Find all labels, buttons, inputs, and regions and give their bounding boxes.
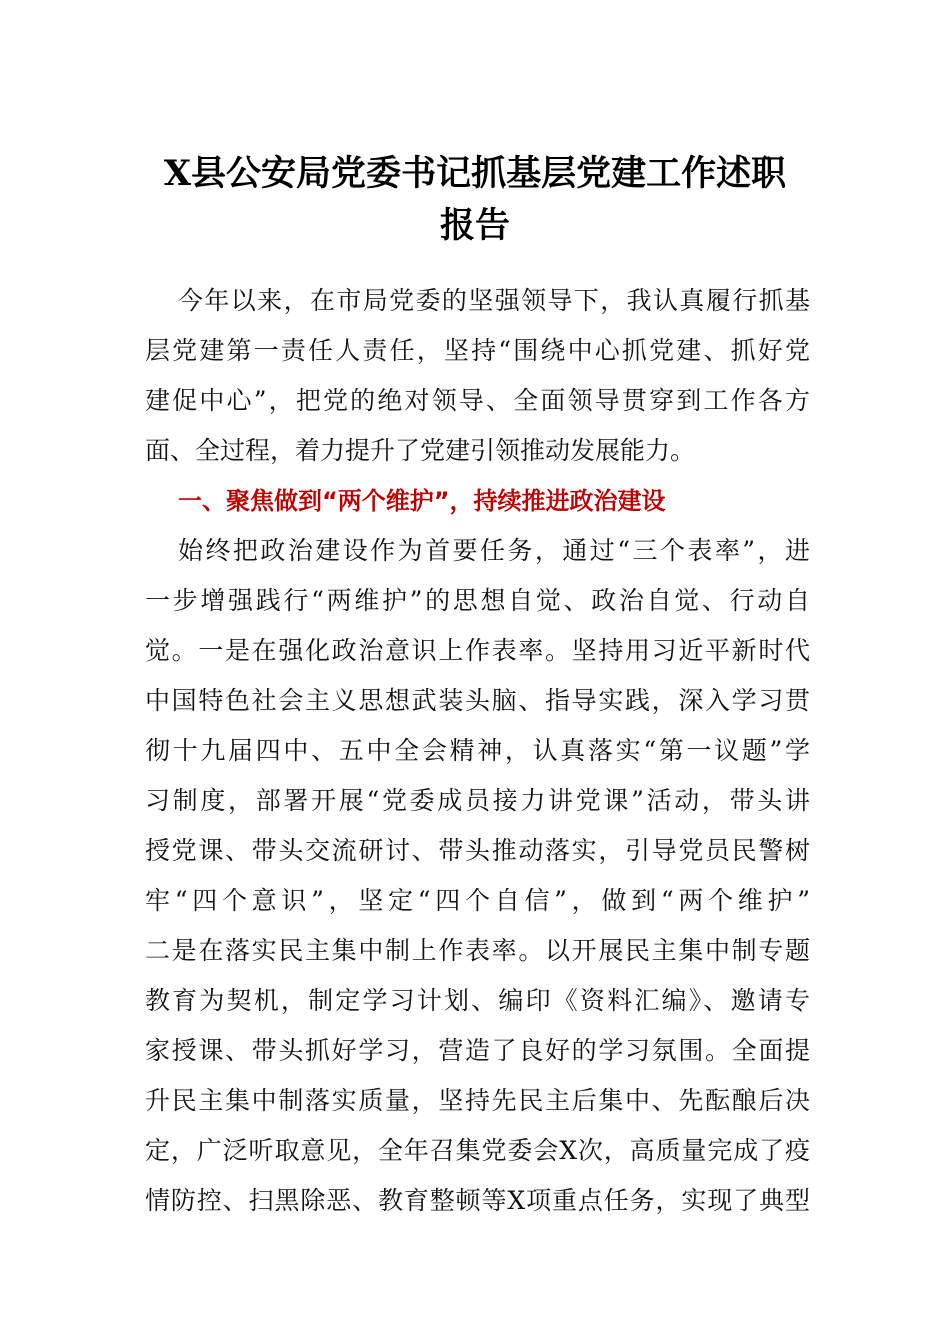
section-1-line-5: 彻十九届四中、五中全会精神，认真落实“第一议题”学 [145,736,810,765]
title-line-2: 报告 [439,205,510,246]
section-1-line-3: 觉。一是在强化政治意识上作表率。坚持用习近平新时代 [145,636,810,665]
section-1-line-4: 中国特色社会主义思想武装头脑、指导实践，深入学习贯 [145,686,810,715]
section-1-line-11: 家授课、带头抓好学习，营造了良好的学习氛围。全面提 [145,1036,810,1065]
section-1-heading: 一、聚焦做到“两个维护”，持续推进政治建设 [178,487,666,515]
intro-line-1: 今年以来，在市局党委的坚强领导下，我认真履行抓基 [178,286,810,315]
section-1-line-7: 授党课、带头交流研讨、带头推动落实，引导党员民警树 [145,836,810,865]
section-1-line-2: 一步增强践行“两维护”的思想自觉、政治自觉、行动自 [145,586,810,615]
section-1-line-6: 习制度，部署开展“党委成员接力讲党课”活动，带头讲 [145,786,810,815]
title-line-1: X县公安局党委书记抓基层党建工作述职 [163,153,787,194]
section-1-line-8: 牢“四个意识”，坚定“四个自信”，做到“两个维护” [145,886,810,915]
document-title [130,148,820,252]
section-1-line-9: 二是在落实民主集中制上作表率。以开展民主集中制专题 [145,936,810,965]
intro-line-4: 面、全过程，着力提升了党建引领推动发展能力。 [145,436,696,465]
intro-line-3: 建促中心”，把党的绝对领导、全面领导贯穿到工作各方 [145,386,810,415]
section-1-line-12: 升民主集中制落实质量，坚持先民主后集中、先酝酿后决 [145,1086,810,1115]
intro-line-2: 层党建第一责任人责任，坚持“围绕中心抓党建、抓好党 [145,336,810,365]
section-1-line-1: 始终把政治建设作为首要任务，通过“三个表率”，进 [178,536,810,565]
section-1-line-13: 定，广泛听取意见，全年召集党委会X次，高质量完成了疫 [145,1136,810,1165]
section-1-line-14: 情防控、扫黑除恶、教育整顿等X项重点任务，实现了典型 [145,1186,810,1215]
section-1-line-10: 教育为契机，制定学习计划、编印《资料汇编》、邀请专 [145,986,810,1015]
